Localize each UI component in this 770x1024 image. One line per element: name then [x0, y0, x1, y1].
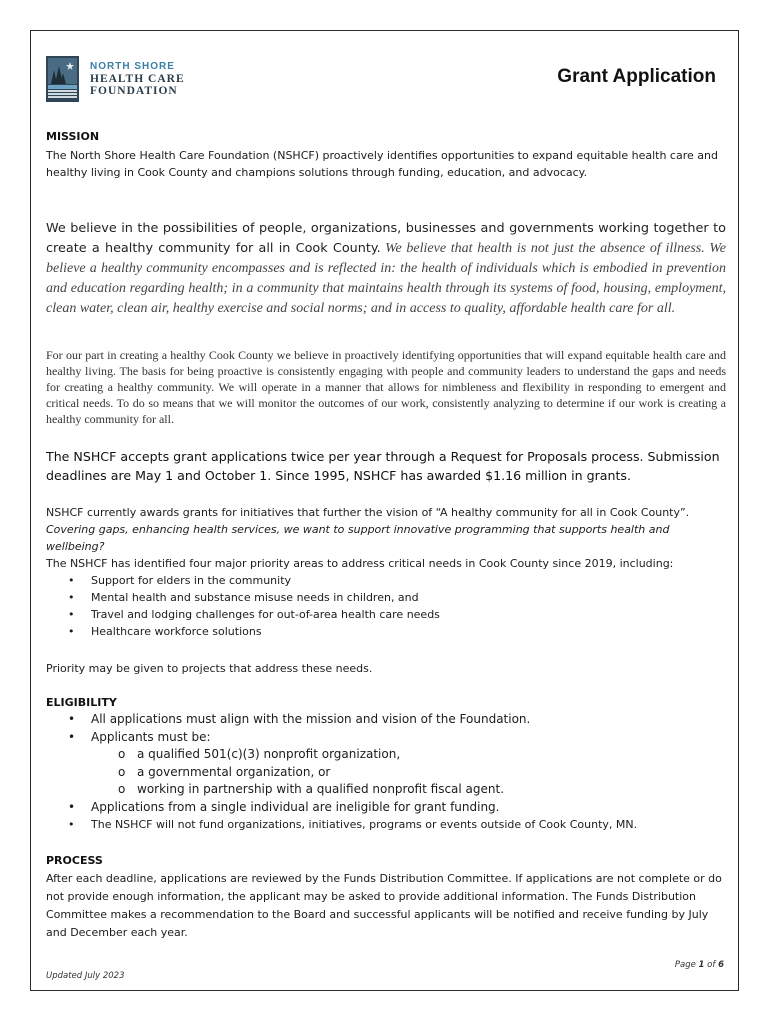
page-prefix: Page	[674, 960, 696, 970]
list-item	[46, 623, 731, 640]
updated-date: Updated July 2023	[46, 971, 125, 981]
list-item	[46, 746, 731, 764]
circle-bullet-icon: o	[118, 782, 126, 796]
eligibility-item-label: Applications from a single individual are ineligible for grant funding.	[91, 799, 500, 814]
eligibility-sublist	[46, 746, 731, 799]
bullet-icon: •	[68, 608, 75, 621]
eligibility-item-label: All applications must align with the mission and vision of the Foundation.	[91, 712, 531, 726]
priority-list	[46, 572, 731, 640]
circle-bullet-icon: o	[118, 747, 126, 761]
eligibility-item-label: The NSHCF will not fund organizations, initiatives, programs or events outside of Cook County, MN.	[91, 818, 638, 831]
bullet-icon: •	[68, 574, 75, 587]
eligibility-subitem-label: working in partnership with a qualified nonprofit fiscal agent.	[137, 782, 505, 796]
page-total: 6	[718, 960, 724, 970]
priority-item-label: Support for elders in the community	[91, 574, 292, 587]
document-title: Grant Application	[557, 66, 716, 87]
foundation-logo-icon	[46, 56, 79, 102]
bullet-icon: •	[68, 625, 75, 638]
priority-intro: The NSHCF has identified four major priority areas to address critical needs in Cook County since 2019, including:	[46, 557, 674, 570]
page-current: 1	[698, 960, 705, 970]
eligibility-heading: ELIGIBILITY	[46, 696, 117, 709]
list-item	[46, 589, 731, 606]
eligibility-list	[46, 711, 731, 746]
page-number	[675, 960, 724, 970]
list-item	[46, 781, 731, 799]
bullet-icon: •	[68, 729, 76, 744]
priority-item-label: Healthcare workforce solutions	[91, 625, 262, 638]
bullet-icon: •	[68, 799, 76, 814]
logo-line-3: FOUNDATION	[90, 85, 178, 97]
eligibility-subitem-label: a qualified 501(c)(3) nonprofit organization,	[137, 747, 401, 761]
logo-line-2: HEALTH CARE	[90, 73, 185, 85]
eligibility-section	[46, 711, 731, 834]
priority-item-label: Mental health and substance misuse needs in children, and	[91, 591, 419, 604]
vision-section	[46, 504, 731, 640]
eligibility-item-label: Applicants must be:	[91, 729, 211, 744]
document-page	[30, 30, 739, 991]
vision-line: NSHCF currently awards grants for initiatives that further the vision of “A healthy community for all in Cook County”.	[46, 506, 690, 519]
list-item	[46, 711, 731, 729]
foundation-logo-text	[90, 61, 185, 97]
circle-bullet-icon: o	[118, 764, 126, 779]
logo-line-1: NORTH SHORE	[90, 61, 175, 72]
accepts-paragraph: The NSHCF accepts grant applications twice per year through a Request for Proposals process. Submission deadlines are May 1 and October 1. Since 1995, NSHCF has awarded $1.16 million in grants.	[46, 449, 720, 483]
list-item	[46, 572, 731, 589]
belief-statement	[46, 218, 726, 318]
eligibility-subitem-label: a governmental organization, or	[137, 764, 331, 779]
priority-item-label: Travel and lodging challenges for out-of-area health care needs	[91, 608, 440, 621]
belief-italic: We believe that health is not just the absence of illness. We believe a healthy community encompasses and is reflected in: the health of individuals which is embodied in prevention and education regarding health; in a community that maintains health through its systems of food, housing, employment, clean water, clean air, healthy exercise and social norms; and in access to quality, affordable health care for all.	[46, 241, 727, 316]
list-item	[46, 606, 731, 623]
page-of: of	[707, 960, 716, 970]
mission-heading: MISSION	[46, 130, 100, 143]
list-item	[46, 764, 731, 782]
bullet-icon: •	[68, 591, 75, 604]
eligibility-list-continued	[46, 799, 731, 834]
mission-text: The North Shore Health Care Foundation (NSHCF) proactively identifies opportunities to expand equitable health care and healthy living in Cook County and champions solutions through funding, education, and advocacy.	[46, 149, 718, 179]
process-heading: PROCESS	[46, 854, 103, 867]
list-item	[46, 816, 731, 834]
belief-lead: We believe in the possibilities of people, organizations, businesses and governments working together to create a healthy community for all in Cook County.	[46, 221, 726, 256]
list-item	[46, 799, 731, 817]
process-text: After each deadline, applications are reviewed by the Funds Distribution Committee. If applications are not complete or do not provide enough information, the applicant may be asked to provide additional information. The Funds Distribution Committee makes a recommendation to the Board and successful applicants will be notified and receive funding by July and December each year.	[46, 872, 722, 939]
priority-note: Priority may be given to projects that address these needs.	[46, 662, 373, 675]
list-item	[46, 729, 731, 747]
vision-italic-line: Covering gaps, enhancing health services, we want to support innovative programming that supports health and wellbeing?	[46, 523, 670, 553]
bullet-icon: •	[68, 712, 76, 726]
our-part-paragraph: For our part in creating a healthy Cook County we believe in proactively identifying opportunities that will expand equitable health care and healthy living. The basis for being proactive is consistently engaging with people and community leaders to understand the gaps and needs for creating a healthy community. We will operate in a manner that allows for nimbleness and flexibility in responding to emergent and critical needs. To do so means that we will monitor the outcomes of our work, consistently analyzing to determine if our work is creating a healthy community for all.	[46, 348, 726, 426]
bullet-icon: •	[68, 818, 75, 831]
